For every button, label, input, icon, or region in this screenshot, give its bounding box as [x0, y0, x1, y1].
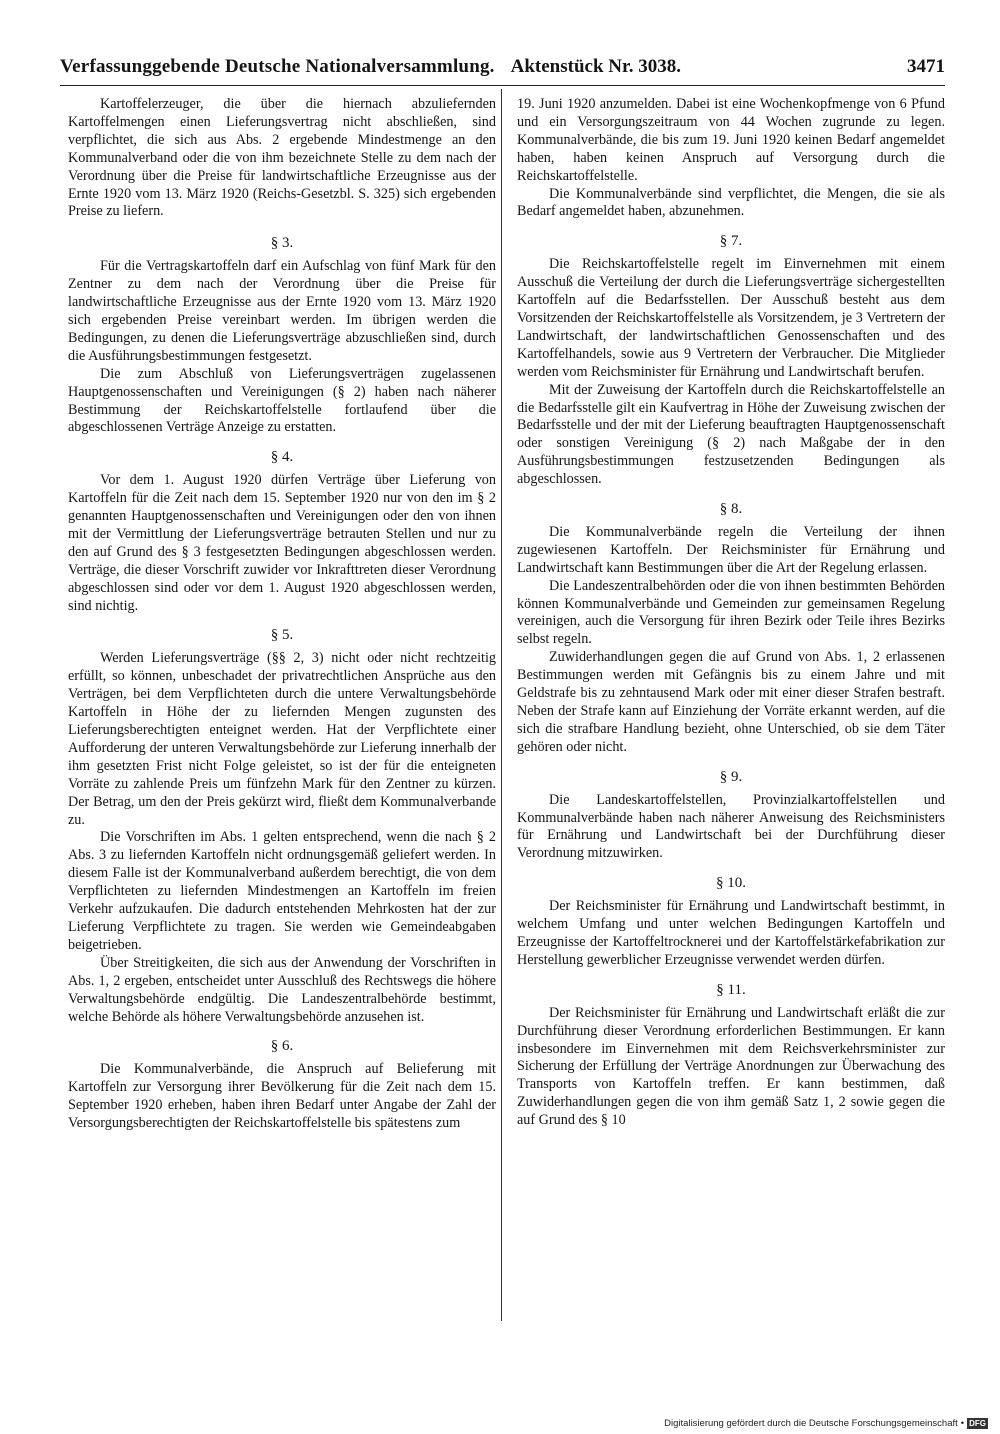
header-left: [60, 56, 681, 78]
credit-text: Digitalisierung gefördert durch die Deutsche Forschungsgemeinschaft: [664, 1418, 958, 1429]
section-5-paragraph-1: Werden Lieferungsverträge (§§ 2, 3) nicht oder nicht rechtzeitig erfüllt, so können, unbeschadet der privatrechtlichen Ansprüche aus den Verträgen, bei dem Verpflichteten durch die untere Verwaltungsbehörde Kartoffeln in Höhe der zu liefernden Mengen zugunsten des Lieferungsberechtigten enteignet werden. Hat der Verpflichtete einer Aufforderung der unteren Verwaltungsbehörde zur Lieferung innerhalb der ihm gesetzten Frist nicht Folge geleistet, so ist der für die enteigneten Vorräte zu zahlende Preis um fünfzehn Mark für den Zentner zu kürzen. Der Betrag, um den der Preis gekürzt wird, fließt dem Kommunalverbande zu.: [68, 650, 496, 828]
left-column: [68, 96, 496, 1133]
header-title: Verfassunggebende Deutsche Nationalversammlung.: [60, 56, 495, 77]
section-heading-9: § 9.: [719, 768, 743, 785]
section-4-paragraph-1: Vor dem 1. August 1920 dürfen Verträge über Lieferung von Kartoffeln für die Zeit nach dem 15. September 1920 nur von den im § 2 genannten Hauptgenossenschaften und Vereinigungen oder den von ihnen mit der Vermittlung der Lieferungsverträge betrauten Stellen und nur zu den auf Grund des § 3 festgesetzten Bedingungen abgeschlossen werden. Verträge, die dieser Vorschrift zuwider vor Inkrafttreten dieser Verordnung abgeschlossen sind oder vor dem 1. August 1920 abgeschlossen werden, sind nichtig.: [68, 472, 496, 614]
page-number: 3471: [907, 56, 945, 77]
section-7-paragraph-1: Die Reichskartoffelstelle regelt im Einvernehmen mit einem Ausschuß die Verteilung der durch die Lieferungsverträge sichergestellten Kartoffeln auf die Bedarfsstellen. Der Ausschuß besteht aus dem Vorsitzenden der Reichskartoffelstelle als Vorsitzendem, je 3 Vertretern der Landwirtschaft, der landwirtschaftlichen Genossenschaften und des Kartoffelhandels, sowie aus 9 Vertretern der Verbraucher. Die Mitglieder werden vom Reichsminister für Ernährung und Landwirtschaft berufen.: [517, 256, 945, 380]
continuation-paragraph-2: Die Kommunalverbände sind verpflichtet, die Mengen, die sie als Bedarf angemeldet haben, abzunehmen.: [517, 185, 945, 220]
section-7-paragraph-2: Mit der Zuweisung der Kartoffeln durch die Reichskartoffelstelle an die Bedarfsstelle gilt ein Kaufvertrag in Höhe der Zuweisung zwischen der Bedarfsstelle und der mit der Lieferung beauftragten Hauptgenossenschaft oder sonstigen Vereinigung (§ 2) nach Maßgabe der in den Ausführungsbestimmungen festzusetzenden Bedingungen als abgeschlossen.: [517, 381, 945, 488]
section-8-paragraph-1: Die Kommunalverbände regeln die Verteilung der ihnen zugewiesenen Kartoffeln. Der Reichsminister für Ernährung und Landwirtschaft kann Bestimmungen über die Art der Regelung erlassen.: [517, 523, 945, 576]
section-11-paragraph-1: Der Reichsminister für Ernährung und Landwirtschaft erläßt die zur Durchführung dieser Verordnung erforderlichen Bestimmungen. Er kann insbesondere im Einvernehmen mit dem Reichsverkehrsminister zur Sicherung der Erfüllung der Verträge Anordnungen zur Überwachung des Transports von Kartoffeln treffen. Er kann bestimmen, daß Zuwiderhandlungen gegen die von ihm gemäß Satz 1, 2 sowie gegen die auf Grund des § 10: [517, 1004, 945, 1129]
section-6-paragraph-1: Die Kommunalverbände, die Anspruch auf Belieferung mit Kartoffeln zur Versorgung ihrer Bevölkerung für die Zeit nach dem 15. September 1920 erheben, haben ihren Bedarf unter Angabe der Zahl der Versorgungsberechtigten der Reichskartoffelstelle bis spätestens zum: [68, 1061, 496, 1132]
section-heading-6: § 6.: [270, 1038, 294, 1055]
credit-separator: •: [960, 1418, 965, 1429]
section-3-paragraph-2: Die zum Abschluß von Lieferungsverträgen zugelassenen Hauptgenossenschaften und Vereinigungen (§ 2) haben nach näherer Bestimmung der Reichskartoffelstelle fortlaufend über die abgeschlossenen Verträge Anzeige zu erstatten.: [68, 365, 496, 436]
section-heading-5: § 5.: [270, 627, 294, 644]
right-column: [517, 96, 945, 1130]
page-header: [60, 56, 945, 86]
section-8-paragraph-3: Zuwiderhandlungen gegen die auf Grund von Abs. 1, 2 erlassenen Bestimmungen werden mit Gefängnis bis zu einem Jahre und mit Geldstrafe bis zu zehntausend Mark oder mit einer dieser Strafen bestraft. Neben der Strafe kann auf Einziehung der Vorräte erkannt werden, auf die sich die strafbare Handlung bezieht, ohne Unterschied, ob sie dem Täter gehören oder nicht.: [517, 649, 945, 755]
section-heading-7: § 7.: [719, 233, 743, 250]
section-10-paragraph-1: Der Reichsminister für Ernährung und Landwirtschaft bestimmt, in welchem Umfang und unter welchen Bedingungen Kartoffeln und Erzeugnisse der Kartoffeltrocknerei und der Kartoffelstärkefabrikation zur Herstellung gewerblicher Erzeugnisse verwendet werden dürfen.: [517, 898, 945, 968]
column-divider: [501, 89, 502, 1321]
digitization-credit: [664, 1418, 988, 1429]
continuation-paragraph: 19. Juni 1920 anzumelden. Dabei ist eine Wochenkopfmenge von 6 Pfund und ein Versorgungszeitraum von 44 Wochen zugrunde zu legen. Kommunalverbände, die bis zum 19. Juni 1920 keinen Bedarf angemeldet haben, haben keinen Anspruch auf Versorgung durch die Reichskartoffelstelle.: [517, 96, 945, 184]
section-9-paragraph-1: Die Landeskartoffelstellen, Provinzialkartoffelstellen und Kommunalverbände haben nach näherer Anweisung des Reichsministers für Ernährung und Landwirtschaft bei der Durchführung dieser Verordnung mitzuwirken.: [517, 791, 945, 862]
section-8-paragraph-2: Die Landeszentralbehörden oder die von ihnen bestimmten Behörden können Kommunalverbände und Gemeinden zur gemeinsamen Regelung vereinigen, auch die Versorgung für ihren Bezirk oder Teile ihres Bezirks selbst regeln.: [517, 577, 945, 648]
section-heading-8: § 8.: [719, 501, 743, 518]
section-heading-11: § 11.: [716, 981, 746, 998]
section-5-paragraph-2: Die Vorschriften im Abs. 1 gelten entsprechend, wenn die nach § 2 Abs. 3 zu liefernden Kartoffeln nicht ordnungsgemäß geliefert werden. In diesem Falle ist der Kommunalverband außerdem berechtigt, die von dem Verpflichteten zu liefernden Mindestmengen an Kartoffeln im freien Verkehr aufzukaufen. Die dadurch entstehenden Mehrkosten hat der zur Lieferung Verpflichtete zu tragen. Sie werden wie Gemeindeabgaben beigetrieben.: [68, 829, 496, 953]
header-rule: [60, 85, 945, 86]
dfg-logo-icon: DFG: [969, 1419, 986, 1428]
header-document-number: Aktenstück Nr. 3038.: [510, 56, 681, 77]
section-heading-3: § 3.: [270, 235, 294, 252]
section-heading-10: § 10.: [716, 875, 746, 892]
section-3-paragraph-1: Für die Vertragskartoffeln darf ein Aufschlag von fünf Mark für den Zentner zu dem nach der Verordnung über die Preise für landwirtschaftliche Erzeugnisse aus der Ernte 1920 vom 13. März 1920 sich ergebenden Preise vereinbart werden. Im übrigen werden die Bedingungen, zu denen die Lieferungsverträge abzuschließen sind, durch die Ausführungsbestimmungen festgesetzt.: [68, 258, 496, 364]
intro-paragraph: Kartoffelerzeuger, die über die hiernach abzuliefernden Kartoffelmengen einen Lieferungsvertrag nicht abschließen, sind verpflichtet, die sich aus Abs. 2 ergebende Mindestmenge an den Kommunalverband oder die von ihm bezeichnete Stelle zu dem nach der Verordnung über die Preise für landwirtschaftliche Erzeugnisse aus der Ernte 1920 vom 13. März 1920 (Reichs-Gesetzbl. S. 325) sich ergebenden Preise zu liefern.: [68, 96, 496, 220]
section-5-paragraph-3: Über Streitigkeiten, die sich aus der Anwendung der Vorschriften in Abs. 1, 2 ergeben, entscheidet unter Ausschluß des Rechtswegs die höhere Verwaltungsbehörde endgültig. Die Landeszentralbehörde bestimmt, welche Behörde als höhere Verwaltungsbehörde anzusehen ist.: [68, 954, 496, 1025]
section-heading-4: § 4.: [270, 449, 294, 466]
